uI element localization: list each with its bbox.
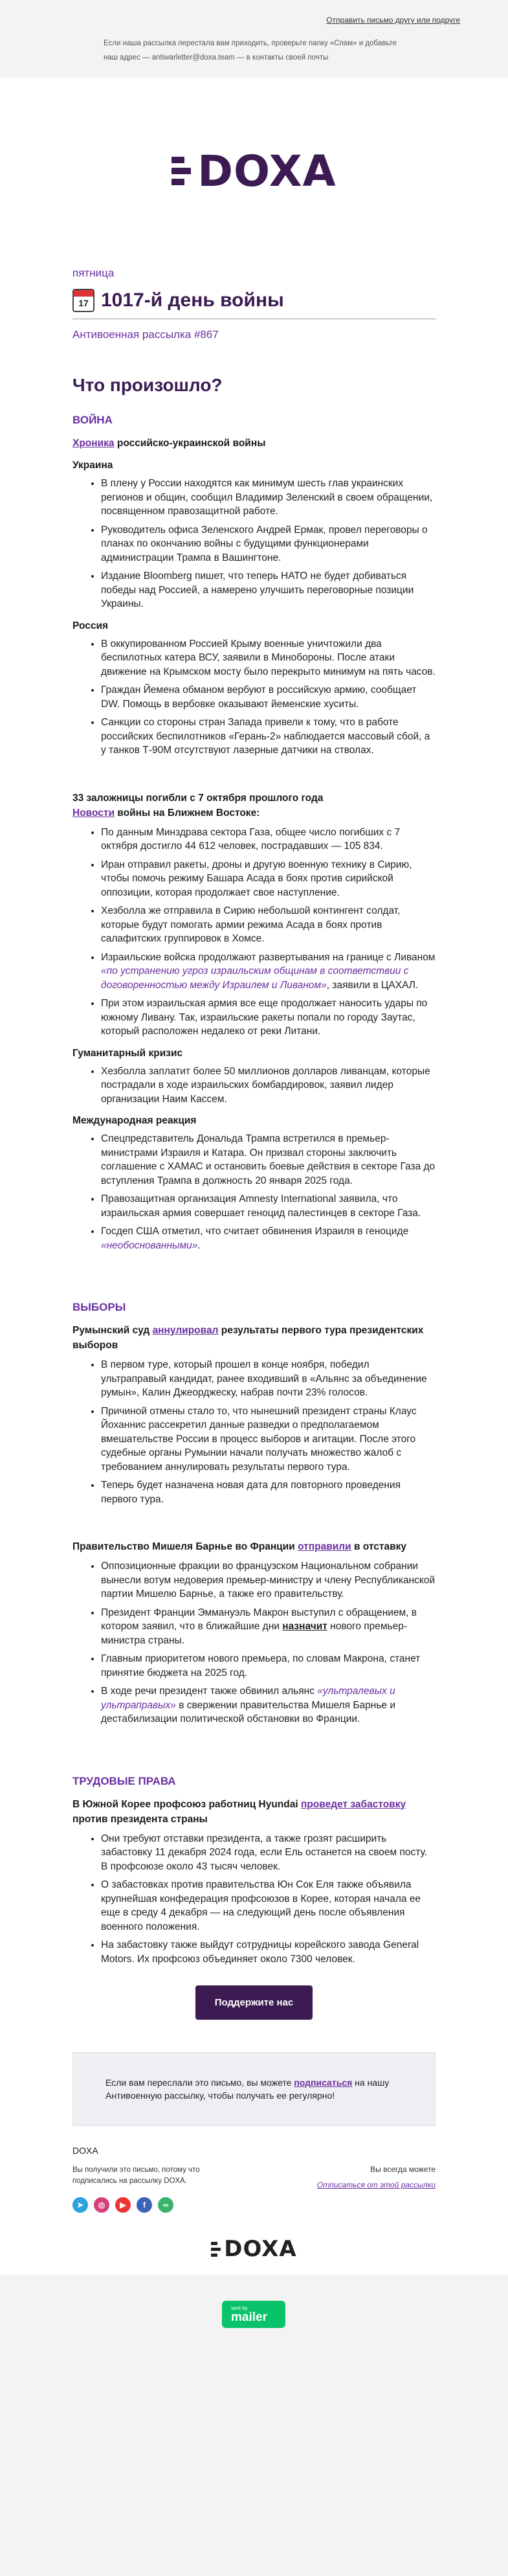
- ukraine-list: [72, 477, 436, 611]
- section-tag-elections: ВЫБОРЫ: [72, 1301, 126, 1313]
- list-item: • Санкции со стороны стран Запада привели к тому, что в работе российских беспилотников «Герань-2» наблюдается массовый сбой, а у танков Т-90М отсутствуют лазерные датчики на стволах.: [101, 716, 436, 758]
- list-item: • Оппозиционные фракции во французском Национальном собрании вынесли вотум недоверия премьер-министру и члену Республиканской партии Мишелю Барнье, а также его правительству.: [101, 1559, 436, 1601]
- intl-reaction-list: [72, 1132, 436, 1252]
- list-item: • Спецпредставитель Дональда Трампа встретился в премьер-министрами Израиля и Катара. Он призвал стороны заключить соглашение с ХАМАС и остановить боевые действия в секторе Газа до вступления Трампа в должность 20 января 2025 года.: [101, 1132, 436, 1188]
- spam-folder-note: Если наша рассылка перестала вам приходить, проверьте папку «Спам» и добавьте наш адрес — antiwarletter@doxa.team — в контакты своей почты: [104, 40, 397, 62]
- list-item: • Издание Bloomberg пишет, что теперь НАТО не будет добиваться победы над Россией, а намерено улучшить переговорные позиции Украины.: [101, 569, 436, 611]
- subscribe-link[interactable]: подписаться: [294, 2077, 353, 2088]
- mailer-badge-small: sent by: [231, 2305, 248, 2311]
- list-item: • Главным приоритетом нового премьера, по словам Макрона, станет принятие бюджета на 2025 год.: [101, 1652, 436, 1680]
- list-item: • На забастовку также выйдут сотрудницы корейского завода General Motors. Их профсоюз объединяет около 7300 человек.: [101, 1938, 436, 1966]
- middle-east-headline-post: войны на Ближнем Востоке:: [115, 807, 260, 819]
- middle-east-headline: [72, 791, 436, 820]
- social-icons: [72, 2197, 173, 2213]
- unsubscribe-link[interactable]: Отписаться от этой рассылки: [316, 2180, 436, 2189]
- list-item: • Израильские войска продолжают развертывания на границе с Ливаном «по устранению угроз израильским общинам в соответствии с договоренностью между Израилем и Ливаном», заявили в ЦАХАЛ.: [101, 951, 436, 993]
- list-item: • Иран отправил ракеты, дроны и другую военную технику в Сирию, чтобы помочь режиму Башара Асада в боях против сирийской оппозиции, которая продолжает свое наступление.: [101, 858, 436, 900]
- section-tag-war: ВОЙНА: [72, 414, 113, 426]
- romania-headline-pre: Румынский суд: [72, 1325, 153, 1336]
- romania-list: [72, 1358, 436, 1506]
- forward-subscribe-box: [72, 2052, 436, 2126]
- labor-headline-pre: В Южной Корее профсоюз работниц Hyundai: [72, 1798, 301, 1810]
- list-item: • Они требуют отставки президента, а также грозят расширить забастовку 11 декабря 2024 года, если Ель останется на своем посту. В профсоюзе около 43 тысяч человек.: [101, 1832, 436, 1874]
- appoint-link[interactable]: назначит: [282, 1621, 327, 1632]
- list-item: • При этом израильская армия все еще продолжает наносить удары по южному Ливану. Так, израильские ракеты попали по городу Заутас, который расположен недалеко от реки Литани.: [101, 997, 436, 1039]
- mailer-badge-large: mailer: [231, 2310, 267, 2324]
- issue-label: Антивоенная рассылка #867: [72, 328, 219, 341]
- list-item: • О забастовках против правительства Юн Сок Еля также объявила крупнейшая конфедерация профсоюзов в Корее, которая начала ее еще в среду 4 декабря — на следующий день после объявления военного положения.: [101, 1878, 436, 1934]
- list-item: • Президент Франции Эммануэль Макрон выступил с обращением, в котором заявил, что в ближайшие дни назначит нового премьер-министра страны.: [101, 1606, 436, 1648]
- instagram-icon[interactable]: ◎: [94, 2197, 109, 2213]
- forward-box-text: Если вам переслали это письмо, вы можете: [105, 2077, 294, 2088]
- russia-list: [72, 637, 436, 758]
- list-item: • Госдеп США отметил, что считает обвинения Израиля в геноциде «необоснованными».: [101, 1225, 436, 1252]
- france-headline-pre: Правительство Мишеля Барнье во Франции: [72, 1541, 298, 1552]
- list-item: • В первом туре, который прошел в конце ноября, победил ультраправый кандидат, ранее входивший в «Альянс за объединение румын», Калин Джеорджеску, набрав почти 23% голосов.: [101, 1358, 436, 1400]
- footer-reason: Вы получили это письмо, потому что подписались на рассылку DOXA.: [72, 2166, 200, 2185]
- calendar-icon: 17: [72, 289, 94, 312]
- weekday-label: пятница: [72, 267, 115, 279]
- footer-brand: DOXA: [72, 2145, 98, 2156]
- footer-always: Вы всегда можете: [370, 2165, 436, 2174]
- list-item: • Хезболла заплатит более 50 миллионов долларов ливанцам, которые пострадали в ходе израильских бомбардировок, заявил лидер организации Наим Кассем.: [101, 1065, 436, 1107]
- list-item: • Граждан Йемена обманом вербуют в российскую армию, сообщает DW. Помощь в вербовке оказывают йеменские хуситы.: [101, 683, 436, 711]
- middle-east-headline-pre: 33 заложницы погибли с 7 октября прошлого года: [72, 792, 324, 804]
- doxa-logo: [72, 78, 436, 233]
- section-tag-labor: ТРУДОВЫЕ ПРАВА: [72, 1774, 176, 1787]
- strike-link[interactable]: проведет забастовку: [300, 1798, 406, 1810]
- war-headline: [72, 436, 436, 451]
- chronicle-link[interactable]: Хроника: [72, 438, 115, 449]
- bottom-bar: [0, 2275, 508, 2378]
- middle-east-list: [72, 826, 436, 1039]
- france-headline: [72, 1539, 436, 1554]
- preheader: [0, 0, 508, 78]
- list-item: • По данным Минздрава сектора Газа, общее число погибших с 7 октября достигло 44 612 человек, пострадавших — 105 834.: [101, 826, 436, 853]
- footer: [72, 2126, 436, 2275]
- france-list: [72, 1559, 436, 1726]
- humanitarian-list: [72, 1065, 436, 1107]
- war-headline-rest: российско-украинской войны: [114, 438, 266, 449]
- day-title-text: 1017-й день войны: [101, 289, 284, 311]
- russia-subheading: Россия: [72, 620, 109, 631]
- link-icon[interactable]: ∞: [158, 2197, 173, 2213]
- list-item: • Причиной отмены стало то, что нынешний президент страны Клаус Йоханнис рассекретил данные разведки о предполагаемом вмешательстве России в процесс выборов и агитации. После этого судебные органы Румынии начали получать множество жалоб с требованием аннулировать результаты первого тура.: [101, 1405, 436, 1474]
- what-happened-heading: Что произошло?: [72, 375, 223, 395]
- romania-headline-post: результаты первого тура президентских выборов: [72, 1325, 424, 1351]
- logo-wordmark: DOXA: [197, 146, 337, 196]
- logo-mark-icon: [211, 2242, 221, 2257]
- footer-logo: [72, 2236, 436, 2262]
- middle-east-news-link[interactable]: Новости: [72, 807, 115, 819]
- forward-box-text-post: на нашу Антивоенную рассылку, чтобы получать ее регулярно!: [105, 2077, 390, 2101]
- labor-headline: [72, 1797, 436, 1827]
- intl-reaction-subheading: Международная реакция: [72, 1115, 197, 1126]
- telegram-icon[interactable]: ➤: [72, 2197, 88, 2213]
- ukraine-subheading: Украина: [72, 460, 113, 471]
- france-headline-post: в отставку: [351, 1541, 406, 1552]
- support-us-button[interactable]: Поддержите нас: [195, 1985, 313, 2020]
- youtube-icon[interactable]: ▶: [115, 2197, 131, 2213]
- list-item: • В оккупированном Россией Крыму военные уничтожили два беспилотных катера ВСУ, заявили в Минобороны. После атаки движение на Крымском мосту было перекрыто минимум на пять часов.: [101, 637, 436, 679]
- mailerlite-badge[interactable]: [222, 2301, 285, 2328]
- list-item: • В плену у России находятся как минимум шесть глав украинских регионов и общин, сообщил Владимир Зеленский в своем обращении, посвященном правозащитной работе.: [101, 477, 436, 519]
- support-wrap: [72, 1985, 436, 2020]
- email-body: [0, 78, 508, 2275]
- forward-email-link[interactable]: Отправить письмо другу или подруге: [326, 16, 460, 25]
- list-item: • В ходе речи президент также обвинил альянс «ультралевых и ультраправых» в свержении правительства Мишеля Барнье и дестабилизации политической обстановки во Франции.: [101, 1684, 436, 1726]
- romania-headline: [72, 1323, 436, 1353]
- labor-headline-post: против президента страны: [72, 1813, 208, 1825]
- logo-mark-icon: [171, 157, 191, 185]
- list-item: • Теперь будет назначена новая дата для повторного проведения первого тура.: [101, 1478, 436, 1506]
- day-title: [72, 289, 436, 312]
- france-dismissed-link[interactable]: отправили: [298, 1541, 351, 1552]
- footer-logo-wordmark: DOXA: [224, 2236, 297, 2262]
- humanitarian-subheading: Гуманитарный кризис: [72, 1047, 183, 1059]
- list-item: • Правозащитная организация Amnesty International заявила, что израильская армия совершает геноцид палестинцев в секторе Газа.: [101, 1192, 436, 1220]
- romania-annulled-link[interactable]: аннулировал: [152, 1325, 219, 1336]
- facebook-icon[interactable]: f: [137, 2197, 152, 2213]
- list-item: • Руководитель офиса Зеленского Андрей Ермак, провел переговоры о планах по окончанию войны с будущими функционерами администрации Трампа в Вашингтоне.: [101, 523, 436, 565]
- list-item: • Хезболла же отправила в Сирию небольшой контингент солдат, которые будут помогать армии режима Асада в боях против салафитских группировок в Хомсе.: [101, 904, 436, 946]
- labor-list: [72, 1832, 436, 1967]
